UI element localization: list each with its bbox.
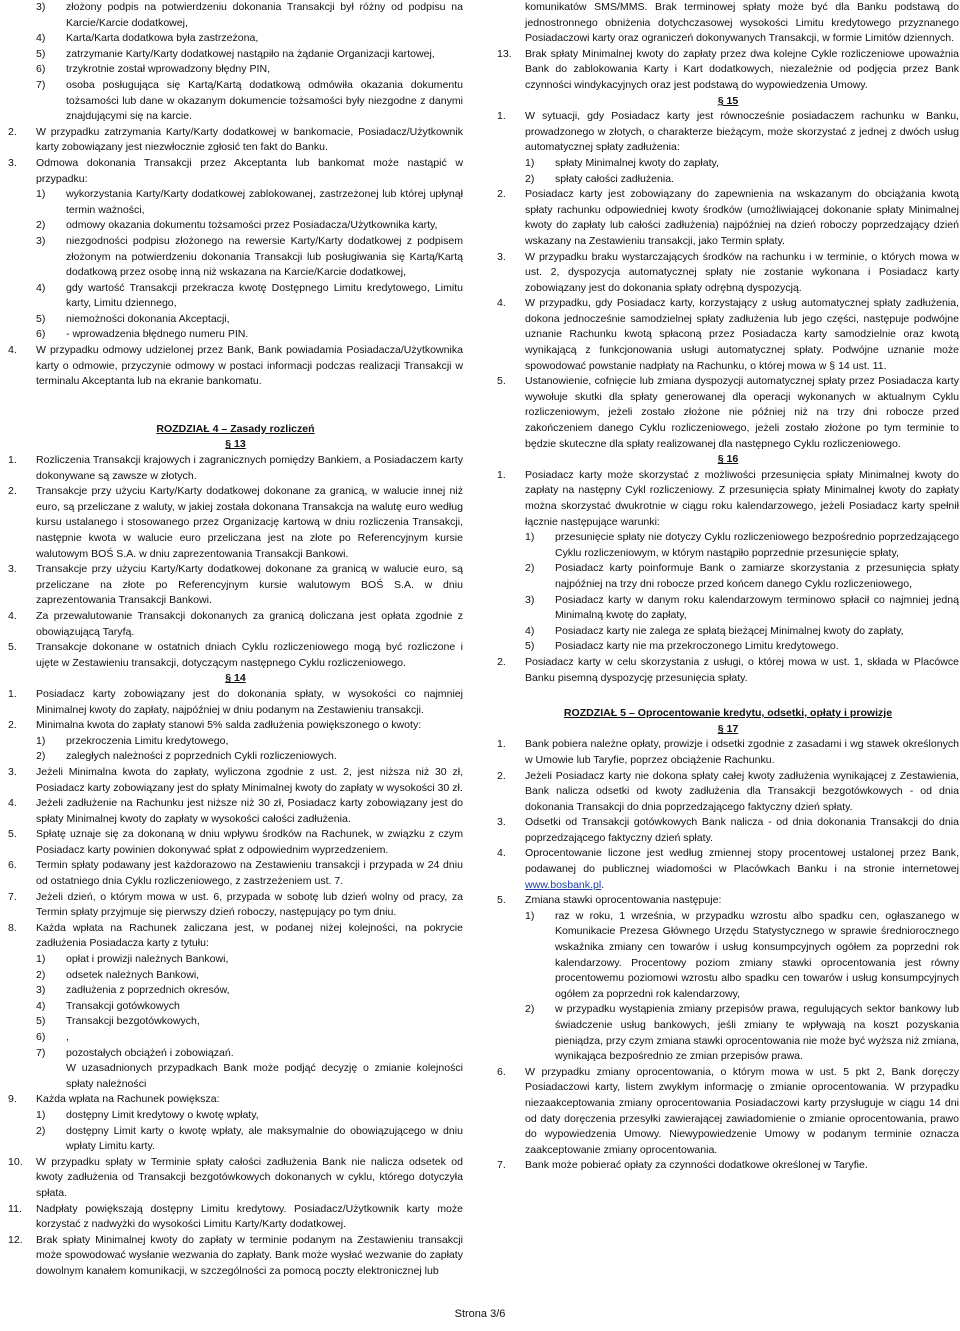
sub-item xyxy=(8,968,463,984)
numbered-item xyxy=(8,125,463,156)
item-text: Zmiana stawki oprocentowania następuje: xyxy=(525,894,722,907)
item-number: 1. xyxy=(8,454,17,467)
sub-item-number: 4) xyxy=(36,999,46,1012)
sub-item-number: 2) xyxy=(525,562,535,575)
sub-item xyxy=(8,327,463,343)
item-number: 6. xyxy=(8,859,17,872)
item-text: Posiadacz karty może skorzystać z możliwości przesunięcia spłaty Minimalnej kwoty do zapłaty na następny Cykl rozliczeniowy. Z przesunięcia spłaty Minimalnej kwoty do zapłaty można skorzystać dwukrotnie w ciągu roku kalendarzowego, jeżeli Posiadacz karty spełnił łącznie następujące warunki: xyxy=(525,468,959,528)
item-number: 3. xyxy=(8,156,17,169)
item-number: 5. xyxy=(8,828,17,841)
item-text: Spłatę uznaje się za dokonaną w dniu wpływu środków na Rachunek, w związku z czym Posiadacz karty powinien dokonywać spłat z odpowiednim wyprzedzeniem. xyxy=(36,828,463,856)
sub-item-number: 7) xyxy=(36,78,46,91)
sub-item-text: Posiadacz karty poinformuje Bank o zamiarze skorzystania z przesunięcia spłaty najpóźniej na trzy dni robocze przed końcem danego Cyklu rozliczeniowego, xyxy=(555,562,959,590)
item-number: 1. xyxy=(497,468,506,481)
sub-item-number: 3) xyxy=(36,984,46,997)
item-number: 5. xyxy=(497,375,506,388)
item-number: 5. xyxy=(497,894,506,907)
sub-item xyxy=(8,62,463,78)
sub-item xyxy=(497,909,959,1003)
sub-item-number: 2) xyxy=(525,1003,535,1016)
sub-item-text: przesunięcie spłaty nie dotyczy Cyklu rozliczeniowego bezpośrednio poprzedzającego Cyklu rozliczeniowym, w którym nastąpiło poprzednie przesunięcie spłaty, xyxy=(555,531,959,559)
sub-item-text: odsetek należnych Bankowi, xyxy=(66,968,200,981)
sub-item xyxy=(8,187,463,218)
sub-item-number: 3) xyxy=(36,1,46,13)
item-text: Jeżeli zadłużenie na Rachunku jest niższe niż 30 zł, Posiadacz karty zobowiązany jest do spłaty Minimalnej kwoty do zapłaty w wysokości całości zadłużenia. xyxy=(36,797,463,825)
sub-item-text: niemożności dokonania Akceptacji, xyxy=(66,312,230,325)
item-text: Jeżeli Posiadacz karty nie dokona spłaty całej kwoty zadłużenia wynikającej z Zestawienia, Bank nalicza odsetki od kwoty zadłużenia dla Transakcji bezgotówkowych - od dnia dokonania Transakcji do dnia poprzedzającego faktyczny dzień spłaty. xyxy=(525,769,959,813)
item-text: Minimalna kwota do zapłaty stanowi 5% salda zadłużenia powiększonego o kwoty: xyxy=(36,719,422,732)
sub-item-text: raz w roku, 1 września, w przypadku wzrostu albo spadku cen, ogłaszanego w Komunikacie Prezesa Głównego Urzędu Statystycznego w sprawie średniorocznego wskaźnika zmiany cen towarów i usług konsumpcyjnych ogółem za poprzedni rok kalendarzowy. Procentowy poziom zmiany stawki oprocentowania jest równy procentowemu poziomowi wzrostu albo spadku cen towarów i usług konsumpcyjnych ogółem za poprzedni rok kalendarzowy, xyxy=(555,909,959,1000)
numbered-item xyxy=(8,687,463,718)
item-number: 8. xyxy=(8,921,17,934)
item-text: Bank pobiera należne opłaty, prowizje i odsetki zgodnie z zasadami i wg stawek określonych w Umowie lub Taryfie, poprzez obciążenie Rachunku. xyxy=(525,738,959,766)
numbered-item xyxy=(497,846,959,893)
numbered-item xyxy=(8,484,463,562)
numbered-item xyxy=(8,765,463,796)
numbered-item xyxy=(497,769,959,816)
sub-item-number: 1) xyxy=(36,953,46,966)
sub-item-number: 1) xyxy=(525,531,535,544)
numbered-item xyxy=(8,718,463,734)
sub-item-text: w przypadku wystąpienia zmiany przepisów prawa, regulujących sektor bankowy lub świadczenie usług bankowych, jeśli zmiany te wpływają na koszt pozyskania pieniądza, przy czym zmiana stawki oprocentowania nie może być wyższa niż zmiana, wynikająca bezpośrednio ze zmian przepisów prawa. xyxy=(555,1003,959,1063)
sub-item-text: Posiadacz karty nie ma przekroczonego Limitu kredytowego. xyxy=(555,640,839,653)
item-text: Każda wpłata na Rachunek zaliczana jest, w podanej niżej kolejności, na pokrycie zadłużenia Posiadacza karty z tytułu: xyxy=(36,921,463,950)
sub-item xyxy=(8,31,463,47)
sub-item-number: 1) xyxy=(36,1108,46,1121)
sub-item xyxy=(8,281,463,312)
sub-item xyxy=(497,561,959,592)
numbered-item xyxy=(8,156,463,187)
item-text: Jeżeli Minimalna kwota do zapłaty, wyliczona zgodnie z ust. 2, jest niższa niż 30 zł, Posiadacz karty zobowiązany jest do spłaty Minimalnej kwoty do zapłaty w wysokości 30 zł. xyxy=(36,765,463,794)
numbered-item xyxy=(8,921,463,952)
item-number: 2. xyxy=(8,719,17,732)
item-text: W przypadku odmowy udzielonej przez Bank, Bank powiadamia Posiadacza/Użytkownika karty o odmowie, przyczynie odmowy w postaci informacji podczas realizacji Transakcji w terminalu Akceptanta lub na ekranie bankomatu. xyxy=(36,344,463,388)
item-text: Każda wpłata na Rachunek powiększa: xyxy=(36,1093,220,1106)
numbered-item xyxy=(8,796,463,827)
sub-item-text: niezgodności podpisu złożonego na rewersie Karty/Karty dodatkowej z podpisem złożonym na potwierdzeniu dokonania Transakcji lub posługiwania się Kartą/Kartą dodatkową przez osobę inną niż wskazana na Karcie/Karcie dodatkowej, xyxy=(66,234,463,279)
sub-item-number: 7) xyxy=(36,1046,46,1059)
sub-item-text: pozostałych obciążeń i zobowiązań. xyxy=(66,1046,234,1059)
sub-item xyxy=(8,749,463,765)
sub-item-text: zadłużenia z poprzednich okresów, xyxy=(66,984,230,997)
left-column xyxy=(8,0,463,1280)
numbered-item xyxy=(8,1202,463,1233)
right-column xyxy=(497,0,959,1174)
item-text: Jeżeli dzień, o którym mowa w ust. 6, przypada w sobotę lub dzień wolny od pracy, za Termin spłaty przyjmuje się pierwszy dzień roboczy, następujący po tym dniu. xyxy=(36,890,463,919)
sub-item xyxy=(497,624,959,640)
sub-item-number: 6) xyxy=(36,1031,46,1043)
item-number: 1. xyxy=(8,687,17,700)
sub-item-number: 3) xyxy=(525,593,535,606)
spacer xyxy=(497,686,959,692)
sub-item xyxy=(497,639,959,655)
item-text: Posiadacz karty jest zobowiązany do zapewnienia na wskazanym do obciążania kwotą spłaty rachunku odpowiedniej kwoty środków (umożliwiającej dokonanie spłaty Minimalnej kwoty do zapłaty lub całości zadłużenia) najpóźniej na dzień roboczy poprzedzający dzień wskazany na Zestawieniu transakcji, jako Termin spłaty. xyxy=(525,188,959,247)
numbered-item xyxy=(8,343,463,390)
item-number: 7. xyxy=(8,890,17,903)
sub-item-text: dostępny Limit karty o kwotę wpłaty, ale maksymalnie do obowiązującego w dniu wpłaty Limitu karty. xyxy=(66,1124,463,1153)
item-text: W przypadku zmiany oprocentowania, o którym mowa w ust. 5 pkt 2, Bank doręczy Posiadaczowi karty, listem zwykłym informację o zmianie oprocentowania. W przypadku niezaakceptowania zmiany oprocentowania Posiadaczowi karty przysługuje w ciągu 14 dni od daty doręczenia przesyłki zawierającej zawiadomienie o zmianie oprocentowania, prawo do wypowiedzenia Umowy. Niewypowiedzenie Umowy w podanym terminie oznacza zaakceptowanie zmiany oprocentowania. xyxy=(525,1065,959,1156)
numbered-item xyxy=(497,1065,959,1159)
sub-item xyxy=(8,47,463,63)
sub-item-text: Transakcji gotówkowych xyxy=(66,999,180,1012)
sub-item-text: Posiadacz karty w danym roku kalendarzowym terminowo spłacił co najmniej jedną Minimalną kwotę do zapłaty, xyxy=(555,593,959,622)
item-number: 4. xyxy=(8,797,17,810)
item-number: 6. xyxy=(497,1065,506,1078)
chapter-heading: ROZDZIAŁ 4 – Zasady rozliczeń xyxy=(156,422,315,435)
page-footer: Strona 3/6 xyxy=(454,1308,506,1320)
sub-item-text: opłat i prowizji należnych Bankowi, xyxy=(66,953,229,966)
item-number: 1. xyxy=(497,110,506,123)
numbered-item xyxy=(497,109,959,156)
sub-item-text: Karta/Karta dodatkowa była zastrzeżona, xyxy=(66,32,259,45)
sub-item-text: zaległych należności z poprzednich Cykli rozliczeniowych. xyxy=(66,750,337,763)
item-number: 13. xyxy=(497,47,512,60)
numbered-item xyxy=(497,468,959,530)
section-symbol: § 16 xyxy=(717,453,739,466)
item-text: W przypadku zatrzymania Karty/Karty dodatkowej w bankomacie, Posiadacz/Użytkownik karty zobowiązany jest niezwłocznie zgłosić ten fakt do Banku. xyxy=(36,125,463,154)
sub-item xyxy=(8,952,463,968)
item-number: 2. xyxy=(497,769,506,782)
numbered-item xyxy=(8,562,463,609)
numbered-item xyxy=(8,827,463,858)
numbered-item xyxy=(8,890,463,921)
sub-item-text: trzykrotnie został wprowadzony błędny PIN, xyxy=(66,63,270,76)
item-note: W uzasadnionych przypadkach Bank może podjąć decyzję o zmianie kolejności spłaty należności xyxy=(66,1062,463,1090)
sub-item-number: 2) xyxy=(525,172,535,185)
continued-text: komunikatów SMS/MMS. Brak terminowej spłaty może być dla Banku podstawą do jednostronnego obniżenia dotychczasowej wysokości Limitu kredytowego przyznanego Posiadaczowi karty oraz ograniczeń dokonywanych Transakcji, w formie Limitów dziennych. xyxy=(525,1,959,45)
item-text: Termin spłaty podawany jest każdorazowo na Zestawieniu transakcji i przypada w 24 dniu od ostatniego dnia Cyklu rozliczeniowego, z zastrzeżeniem ust. 7. xyxy=(36,859,463,888)
sub-item-text: odmowy okazania dokumentu tożsamości przez Posiadacza/Użytkownika karty, xyxy=(66,219,438,232)
sub-item xyxy=(8,734,463,750)
item-text: Oprocentowanie liczone jest według zmiennej stopy procentowej ustalonej przez Bank, podawanej do publicznej wiadomości w Placówkach Banku i na stronie internetowej xyxy=(525,847,959,876)
sub-item xyxy=(497,593,959,624)
item-text: W przypadku braku wystarczających środków na rachunku i w terminie, o których mowa w ust. 2, dyspozycja automatycznej spłaty nie zostanie wykonana i Posiadacz karty zobowiązany jest do dokonania spłaty odrębną dyspozycją. xyxy=(525,250,959,294)
sub-item xyxy=(8,1014,463,1030)
sub-item xyxy=(8,1030,463,1046)
numbered-item xyxy=(8,1092,463,1108)
sub-item-number: 3) xyxy=(36,234,46,247)
sub-item-number: 5) xyxy=(525,640,535,653)
sub-item-text: spłaty całości zadłużenia. xyxy=(555,172,675,185)
numbered-item xyxy=(8,640,463,671)
item-text: Posiadacz karty w celu skorzystania z usługi, o której mowa w ust. 1, składa w Placówce Banku pisemną dyspozycję przesunięcia spłaty. xyxy=(525,655,959,684)
sub-item xyxy=(8,1124,463,1155)
sub-item-text: Posiadacz karty nie zalega ze spłatą bieżącej Minimalnej kwoty do zapłaty, xyxy=(555,624,904,637)
sub-item xyxy=(8,999,463,1015)
numbered-item xyxy=(497,815,959,846)
sub-item-text: spłaty Minimalnej kwoty do zapłaty, xyxy=(555,156,719,169)
sub-item-text: Transakcji bezgotówkowych, xyxy=(66,1015,200,1028)
item-text: Brak spłaty Minimalnej kwoty do zapłaty przez dwa kolejne Cykle rozliczeniowe upoważnia Bank do zablokowania Karty i Kart dodatkowych, niezależnie od podjęcia przez Bank czynności windykacyjnych oraz jest podstawą do wypowiedzenia Umowy. xyxy=(525,47,959,91)
item-number: 4. xyxy=(8,609,17,622)
item-text: Brak spłaty Minimalnej kwoty do zapłaty w terminie podanym na Zestawieniu transakcji może spowodować wysłanie wezwania do zapłaty. Bank może wysłać wezwanie do zapłaty dowolnym kanałem komunikacji, w szczególności za pomocą poczty elektronicznej lub xyxy=(36,1233,463,1277)
numbered-item xyxy=(497,187,959,249)
sub-item-number: 1) xyxy=(525,909,535,922)
item-text: Transakcje przy użyciu Karty/Karty dodatkowej dokonane za granicą w walucie euro, są przeliczane na złote po Referencyjnym kursie walutowym BOŚ S.A. w dniu zaprezentowania Transakcji Bankowi. xyxy=(36,563,463,607)
sub-item-number: 5) xyxy=(36,1015,46,1028)
item-text: Ustanowienie, cofnięcie lub zmiana dyspozycji automatycznej spłaty przez Posiadacza karty wywołuje skutki dla spłaty generowanej dla operacji wykonanych w aktualnym Cyklu rozliczeniowym, jeżeli zostało złożone nie później niż na trzy dni robocze przed zakończeniem danego Cyklu rozliczeniowego, jeżeli zostało złożone po tym terminie to będzie skuteczne dla spłaty realizowanej dla następnego Cyklu rozliczeniowego. xyxy=(525,375,959,450)
item-text: Nadpłaty powiększają dostępny Limitu kredytowy. Posiadacz/Użytkownik karty może korzystać z nadwyżki do wysokości Limitu Karty/Karty dodatkowej. xyxy=(36,1202,463,1231)
sub-item-number: 2) xyxy=(36,750,46,763)
sub-item-number: 4) xyxy=(36,281,46,294)
item-number: 5. xyxy=(8,641,17,654)
numbered-item xyxy=(8,609,463,640)
sub-item xyxy=(497,1002,959,1064)
item-number: 4. xyxy=(8,344,17,357)
sub-item-number: 4) xyxy=(36,32,46,45)
item-text-end: . xyxy=(601,878,605,891)
sub-item xyxy=(8,78,463,125)
spacer xyxy=(8,390,463,408)
numbered-item xyxy=(8,1233,463,1280)
sub-item-number: 6) xyxy=(36,63,46,76)
numbered-item xyxy=(497,250,959,297)
sub-item-number: 5) xyxy=(36,47,46,60)
item-text: Transakcje dokonane w ostatnich dniach Cyklu rozliczeniowego mogą być rozliczone i ujęte w Zestawieniu transakcji, dotyczącym następnego Cyklu rozliczeniowego. xyxy=(36,641,463,669)
numbered-item xyxy=(8,858,463,889)
sub-item xyxy=(8,1108,463,1124)
sub-item xyxy=(8,1046,463,1062)
item-number: 2. xyxy=(8,485,17,498)
sub-item xyxy=(497,530,959,561)
item-number: 3. xyxy=(497,250,506,263)
sub-item-number: 2) xyxy=(36,968,46,981)
sub-item-text: zatrzymanie Karty/Karty dodatkowej nastąpiło na żądanie Organizacji kartowej, xyxy=(66,47,435,60)
numbered-item xyxy=(497,47,959,94)
item-number: 4. xyxy=(497,297,506,310)
numbered-item xyxy=(497,1158,959,1174)
section-symbol: § 17 xyxy=(717,722,739,735)
item-text: Rozliczenia Transakcji krajowych i zagranicznych pomiędzy Bankiem, a Posiadaczem karty dokonywane są zawsze w złotych. xyxy=(36,454,463,482)
sub-item xyxy=(8,983,463,999)
sub-item xyxy=(497,172,959,188)
item-number: 4. xyxy=(497,847,506,860)
sub-item-text: wykorzystania Karty/Karty dodatkowej zablokowanej, zastrzeżonej lub której upłynął termin ważności, xyxy=(66,188,463,216)
item-number: 12. xyxy=(8,1233,23,1246)
item-number: 7. xyxy=(497,1159,506,1172)
item-number: 9. xyxy=(8,1093,17,1106)
sub-item-number: 1) xyxy=(36,734,46,747)
numbered-item xyxy=(8,453,463,484)
item-number: 11. xyxy=(8,1202,22,1215)
numbered-item xyxy=(8,1155,463,1202)
sub-item-number: 1) xyxy=(525,156,535,169)
item-number: 3. xyxy=(497,816,506,829)
item-text: W przypadku spłaty w Terminie spłaty całości zadłużenia Bank nie nalicza odsetek od kwoty zadłużenia od Transakcji bezgotówkowych dokonanych w cyklu, którego dotyczyła spłata. xyxy=(36,1155,463,1199)
item-text: Posiadacz karty zobowiązany jest do dokonania spłaty, w wysokości co najmniej Minimalnej kwoty do zapłaty, najpóźniej w dniu podanym na Zestawieniu transakcji. xyxy=(36,687,463,716)
item-text: Odmowa dokonania Transakcji przez Akceptanta lub bankomat może nastąpić w przypadku: xyxy=(36,156,463,185)
sub-item-text: - wprowadzenia błędnego numeru PIN. xyxy=(66,328,249,341)
sub-item xyxy=(8,312,463,328)
numbered-item xyxy=(497,737,959,768)
sub-item xyxy=(497,156,959,172)
item-number: 10. xyxy=(8,1155,23,1168)
item-number: 2. xyxy=(497,655,506,668)
chapter-heading: ROZDZIAŁ 5 – Oprocentowanie kredytu, odsetki, opłaty i prowizje xyxy=(563,707,893,720)
item-number: 1. xyxy=(497,738,506,751)
item-number: 2. xyxy=(8,125,17,138)
sub-item xyxy=(8,0,463,31)
sub-item-number: 4) xyxy=(525,624,535,637)
item-text: Za przewalutowanie Transakcji dokonanych za granicą doliczana jest opłata zgodnie z obowiązującą Taryfą. xyxy=(36,609,463,638)
sub-item-number: 6) xyxy=(36,328,46,341)
sub-item-number: 5) xyxy=(36,312,46,325)
item-number: 2. xyxy=(497,188,506,201)
numbered-item xyxy=(497,296,959,374)
item-text: Bank może pobierać opłaty za czynności dodatkowe określonej w Taryfie. xyxy=(525,1159,868,1172)
item-text: Transakcje przy użyciu Karty/Karty dodatkowej dokonane za granicą, w walucie innej niż euro, są przeliczane z waluty, w jakiej została dokonana Transakcja na walutę euro według kursu ustalanego i stosowanego przez Organizację kartową w dniu rozliczenia Transakcji, następnie kwota w walucie euro przeliczana jest na złote po Referencyjnym kursie walutowym BOŚ S.A. w dniu zaprezentowania Transakcji Bankowi. xyxy=(36,485,463,560)
sub-item xyxy=(8,234,463,281)
item-text: W sytuacji, gdy Posiadacz karty jest równocześnie posiadaczem rachunku w Banku, prowadzonego w złotych, o charakterze bieżącym, może skorzystać z jednej z dwóch usług automatycznej spłaty zadłużenia: xyxy=(525,110,959,154)
sub-item-number: 2) xyxy=(36,1124,46,1137)
sub-item-number: 1) xyxy=(36,188,46,201)
sub-item-text: przekroczenia Limitu kredytowego, xyxy=(66,734,229,747)
sub-item-text: , xyxy=(66,1031,69,1043)
numbered-item xyxy=(497,655,959,686)
sub-item-text: osoba posługująca się Kartą/Kartą dodatkową odmówiła okazania dokumentu tożsamości lub dane w okazanym dokumencie tożsamości były niezgodne z danymi znajdującymi się na karcie. xyxy=(66,78,463,123)
item-text: Odsetki od Transakcji gotówkowych Bank nalicza - od dnia dokonania Transakcji do dnia poprzedzającego faktyczny dzień spłaty. xyxy=(525,816,959,844)
numbered-item xyxy=(497,893,959,909)
item-number: 3. xyxy=(8,563,17,576)
sub-item-text: złożony podpis na potwierdzeniu dokonania Transakcji był różny od podpisu na Karcie/Karcie dodatkowej, xyxy=(66,1,463,29)
section-symbol: § 13 xyxy=(225,438,246,451)
item-text: W przypadku, gdy Posiadacz karty, korzystający z usług automatycznej spłaty zadłużenia, dokona jednocześnie samodzielnej spłaty zadłużenia lub jego części, następuje podwójne uznanie Rachunku kwotą spłaconą przez Posiadacza karty samodzielnie oraz kwotą wynikającą z funkcjonowania usługi automatycznej spłaty. Podwójne uznanie może spowodować powstanie nadpłaty na Rachunku, o której mowa w § 14 ust. 11. xyxy=(525,297,959,372)
section-symbol: § 14 xyxy=(225,672,246,685)
sub-item xyxy=(8,218,463,234)
sub-item-text: gdy wartość Transakcji przekracza kwotę Dostępnego Limitu kredytowego, Limitu karty, Limitu dziennego, xyxy=(66,281,463,310)
bank-website-link[interactable]: www.bosbank.pl xyxy=(525,878,602,891)
section-symbol: § 15 xyxy=(717,94,739,107)
item-number: 3. xyxy=(8,765,17,778)
sub-item-number: 2) xyxy=(36,219,46,232)
numbered-item xyxy=(497,374,959,452)
sub-item-text: dostępny Limit kredytowy o kwotę wpłaty, xyxy=(66,1108,259,1121)
